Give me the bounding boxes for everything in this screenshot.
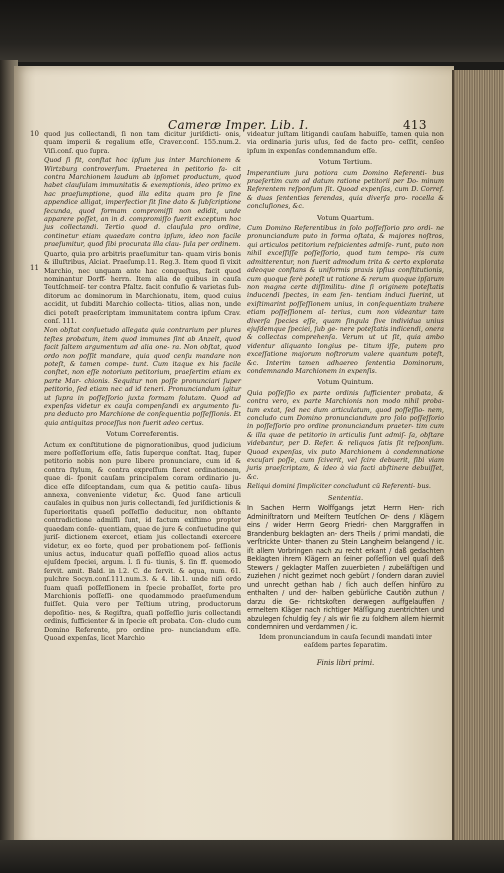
book-cover-bottom (0, 840, 504, 873)
paragraph: Quod ſi fit, conſtat hoc ipſum jus inter Marchionem & Wirtzburg controverſum. Praeterea in petitorio fa- cit contra Marchionem laudum ab ipſomet productum, quod habet clauſulam immunitatis & exemptionis, ideo primo ex hac praeſumptione, quod illa edita quam pro ſe ſine appendice alligat, imperfectior ſit ſine dato & ſubſcriptione ſecunda, quod formam compromiſſi non edidit, unde apparere poſſet, an in d. compromiſſo fuerit exceptum hoc jus collectandi. Tertio quod d. clauſula pro ordine, continetur etiam quaedam contra ipſum, ideo non facile praeſumitur, quod ſibi procurata illa clau- ſula per ordinem. (44, 156, 241, 249)
paragraph: Imperantium jura potiora cum Domino Referenti- bus praeſertim cum ad datum ratione petitorii per Do- minum Referentem reſponſum ſit. Quoad expenſas, cum D. Corref. & duas ſententias ferendas, quia diverſa pro- rocella & concluſiones, &c. (247, 168, 444, 211)
paragraph: quod jus collectandi, ſi non tam dicitur juriſdicti- onis, quam imperii & regalium eſſe, Craver.conſ. 155.num.2. Viſi.conſ. quo ſupra. (44, 130, 241, 155)
paragraph: Non obſtat conſuetudo allegata quia contrarium per plures teſtes probatum, item quod immunes ſint ab Anzelt, quod facit ſaltem argumentum ad alia one- ra. Non obſtat, quod ordo non poſſit mandare, quia quod cenſu mandare non poteſt, & tamen compe- tunt. Cum itaque ex his facile conſtet, non eſſe notorium petitorium, praeſertim etiam ex parte Mar- chionis. Sequitur non poſſe pronunciari ſuper petitorio, ſed etiam nec ad id teneri. Pronunciandum igitur ut ſupra in poſſeſſorio juxta formam ſolutam. Quod ad expenſas videtur ex cauſa compenſandi ex argumento fu- pra deducto pro Marchione de conſequentia poſſeſſionis. Et quia antiquitas proceſſus non fuerit adeo certus. (44, 326, 241, 427)
section-heading: Sententia. (327, 493, 364, 502)
header-title: Cameræ Imper. Lib. I. (168, 118, 309, 132)
section-heading: Votum Quintum. (317, 378, 374, 387)
margin-number: 11 (30, 264, 39, 272)
book-cover-top (0, 0, 504, 62)
paragraph: Idem pronunciandum in cauſa ſecundi mandati inter eaſdem partes ſeparatim. (259, 632, 432, 649)
paragraph: Quia poſſeſſio ex parte ordinis ſufficienter probata, & contra vero, ex parte Marchionis non modo nihil proba- tum extat, ſed nec dum articulatum, quod poſſeſſio- nem, concludo cum Domino pronunciandum pro ſolo poſſeſſorio in poſſeſſorio pro ordine pronunciandum praeter- tim cum & illa quae de petitorio in articulis ſunt admiſ- ſa, obſtare videbantur, per D. Refer. & reliquos ſatis ſit reſponſum. Quoad expenſas, vix puto Marchionem à condemnatione excuſari poſſe, cum ſciverit, vel ſcire debuerit, ſibi viam juris praeſcriptam, & ideo à via facti abſtinere debuiſſet, &c. (247, 388, 444, 481)
section-heading: Votum Tertium. (318, 158, 373, 167)
finis-line: Finis libri primi. (316, 659, 375, 668)
paragraph: Actum ex conſtitutione de pignorationibus, quod judicium mere poſſeſſorium eſſe, ſatis ſuperque conſtat. Itaq, ſuper petitorio nobis non pure libere pronunciare, cum id & contra ſtylum, & contra expreſſum ſieret ordinationem, quae di- ſponit cauſam principalem coram ordinario ju- dice eſſe diſceptandam, cum qua & petitio cauſa- libus annexa, conveniente videtur, &c. Quod ſane articuli cauſales in quibus non juris collectandi, ſed juriſdictionis & ſuperioritatis quaeſi poſſeſſio deducitur, non obſtante contradictione admiſſi ſunt, id factum exiſtimo propter quaedam conſe- quentiam, quae de jure & conſuetudine qui juriſ- dictionem exercet, etiam jus collectandi exercere videtur, ex eo forte, quod per probationem poſ- ſeſſionis unius actus, inducatur quaſi poſſeſſio quoad alios actus ejuſdem ſpeciei, argum. l. ſi fu- tiunis, §. ſin ff. quemodo ſervit. amit. Bald. in l.2. C. de ſervit. & aqua, num. 61. pulchre Socyn.conſ.111.num.3. & 4. lib.1. unde niſi ordo ſuam quaſi poſſeſſionem in ſpecie probaſſet, forte pro Marchionis poſſeſſi- one quodammodo praeſumendum fuiſſet. Quia vero per Teſtium utring, productorum depoſitio- nes, & Regiſtra, quaſi poſſeſſio juris collectandi ordinis, ſufficienter & in ſpecie eſt probata. Con- cludo cum Domino Referente, pro ordine pro- nunciandum eſſe. Quoad expenſas, licet Marchio (44, 440, 241, 642)
left-column (44, 130, 241, 643)
section-heading: Votum Quartum. (316, 213, 375, 222)
paragraph-gothic: In Sachen Herrn Wolffgangs jetzt Herrn Hen- rich Adminiſtratorn und Meiſtern Teutſchen Or- dens / Klägern eins / wider Herrn Georg Friedri- chen Marggraffen in Brandenburg beklagten an- ders Theils / primi mandati, die verſtrickte Unter- thanen zu Stein Langheim belangend / ic. iſt allem Vorbringen nach zu recht erkant / daß gedachten Beklagten ihrem Klägern an ſeiner poſſeſſion vel quaſi deß Stewers / geklagter Maſſen zuuerbieten / zubeläſtigen und zuziehen / nicht gezimet noch gebürt / ſondern daran zuviel und unrecht gethan hab / ſich auch deſſen hinfüro zu enthalten / und der- halben gebürliche Cautiõn zuthun / darzu die Ge- richtskoſten derwegen auffgelauffen / ermeltem Kläger nach richtiger Mäſſigung zuentrichten und abzulegen ſchuldig ſey / als wir ſie zu ſoldhem allem hiermit condemniren und verdammen / ic. (247, 504, 444, 632)
paragraph: Reliqui domini ſimpliciter concludunt cū Referenti- bus. (247, 482, 431, 491)
right-column (247, 130, 444, 668)
paragraph: Quarto, quia pro arbitris praeſumitur tan- quam viris bonis & illuſtribus, Alciat. Praeſump.11. Reg.3. Item quod ſi vixit Marchio, nec unquam ante hac conqueſtus, facit quod nominantur Dorff- herrn. Item alia de quibus in cauſa Teutſchmeiſ- ter contra Pfaltz. facit confuſio & varietas ſub- ditorum ac dominorum in Marchionatu, item, quod cuius accidit, ut ſubditi Marchio collecta- titios, alias non, unde dici poteſt praeſcriptam immunitatem contra ipſum Crav. conſ. 111. (44, 249, 241, 325)
margin-number: 10 (30, 130, 39, 138)
paragraph: videatur juſtam litigandi cauſam habuiſſe, tamen quia non via ordinaria juris uſus, ſed de facto pro- ceſſit, cenſeo ipſum in expenſas condemnandum eſſe. (247, 130, 444, 155)
paragraph: Cum Domino Referentibus in ſolo poſſeſſorio pro ordi- ne pronunciandum puto in forma oſtata, & majores noſtros, qui articulos petitorium reſpicientes admiſe- runt, puto non nihil exceſſiſſe poſſeſſorio, quod tum tempo- ris cum admitterentur, non fuerit admodum trita & certo explorata adeoque conſtans & uniformis praxis ipſius conſtitutionis, cum quoque ferè poteſt ut ratione & rerum quoque ipſarum non magna certe diſſimilitu- dine ſi originem poteſtatis inducendi ſpectes, in eam ſen- tentiam induci fuerint, ut exiſtimarint poſſeſſionem unius, in conſequentiam trahere etiam poſſeſſionem al- terius, cum non videantur tam diverſa ſpecies eſſe, quam ſingula ſive individua unius ejuſdemque ſpeciei, ſub ge- nere poteſtatis indicendi, onera & collectas comprehenſa. Verum ut ut ſit, quia ambo videntur aliquanto longius pe- titum iſſe, putem pro exceſſatione majorum noſtrorum valere quantum poteſt, &c. Interim tamen adhaereo ſententia Dominorum, condemnando Marchionem in expenſis. (247, 224, 444, 375)
page-edges (452, 70, 504, 850)
page-number: 413 (403, 118, 427, 132)
section-heading: Votum Correferentis. (106, 430, 179, 439)
